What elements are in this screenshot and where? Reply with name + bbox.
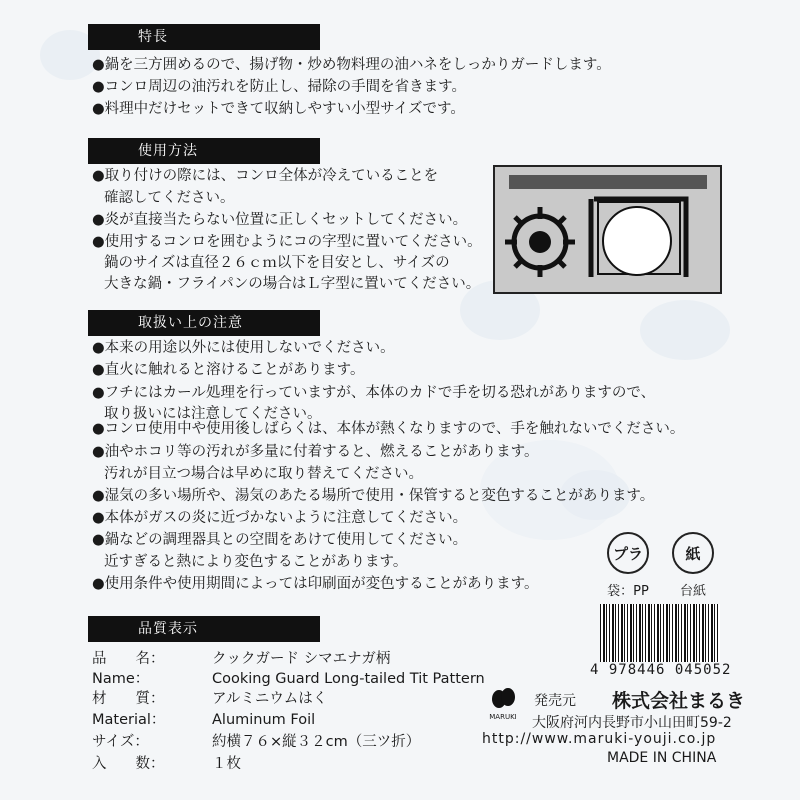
quality-header: 品質表示: [88, 616, 320, 642]
quality-row: [92, 711, 315, 729]
quality-value: Aluminum Foil: [212, 712, 316, 728]
quality-value: アルミニウムはく: [212, 691, 328, 707]
quality-key: サイズ：: [92, 734, 149, 750]
quality-value: Cooking Guard Long-tailed Tit Pattern: [212, 671, 485, 687]
company-url: http://www.maruki-youji.co.jp: [482, 731, 717, 747]
recycle-mark-paper: [668, 532, 718, 599]
company-name: 株式会社まるき: [612, 690, 746, 712]
cautions-line: ●鍋などの調理器具との空間をあけて使用してください。: [92, 532, 468, 548]
cautions-line: 近すぎると熱により変色することがあります。: [104, 554, 408, 570]
cautions-line: ●直火に触れると溶けることがあります。: [92, 362, 365, 378]
recycle-paper-icon: 紙: [672, 532, 714, 574]
recycle-mark-plastic: [603, 532, 653, 599]
usage-line: ●取り付けの際には、コンロ全体が冷えていることを: [92, 168, 439, 184]
usage-line: ●使用するコンロを囲むようにコの字型に置いてください。: [92, 234, 482, 250]
maruki-logo-text: MARUKI: [489, 713, 517, 721]
stove-guard-diagram: [493, 165, 722, 294]
quality-key: Material：: [92, 712, 166, 728]
quality-key: Name：: [92, 671, 150, 687]
cautions-line: ●本来の用途以外には使用しないでください。: [92, 340, 395, 356]
features-line: ●料理中だけセットできて収納しやすい小型サイズです。: [92, 101, 465, 117]
quality-value: クックガード シマエナガ柄: [212, 651, 391, 667]
maruki-logo: [486, 686, 520, 721]
usage-line: ●炎が直接当たらない位置に正しくセットしてください。: [92, 212, 468, 228]
stove-diagram-svg: [495, 167, 720, 292]
seller-label: 発売元: [534, 693, 576, 709]
features-line: ●鍋を三方囲めるので、揚げ物・炒め物料理の油ハネをしっかりガードします。: [92, 57, 611, 73]
features-line: ●コンロ周辺の油汚れを防止し、掃除の手間を省きます。: [92, 79, 466, 95]
background-bird-decoration: [640, 300, 730, 360]
barcode-number: 4 978446 045052: [590, 662, 732, 678]
quality-row: [92, 733, 420, 751]
cautions-line: ●使用条件や使用期間によっては印刷面が変色することがあります。: [92, 576, 539, 592]
cautions-header: 取扱い上の注意: [88, 310, 320, 336]
quality-key: 入 数：: [92, 756, 165, 772]
recycle-plastic-icon: プラ: [607, 532, 649, 574]
barcode: [600, 604, 720, 662]
usage-line: 確認してください。: [104, 190, 235, 206]
quality-row: [92, 650, 390, 668]
cautions-line: ●油やホコリ等の汚れが多量に付着すると、燃えることがあります。: [92, 444, 539, 460]
cautions-line: ●本体がガスの炎に近づかないように注意してください。: [92, 510, 468, 526]
cautions-line: 取り扱いには注意してください。: [104, 406, 322, 422]
quality-row: [92, 690, 327, 708]
cautions-line: 汚れが目立つ場合は早めに取り替えてください。: [104, 466, 423, 482]
quality-value: １枚: [212, 756, 241, 772]
usage-line: 大きな鍋・フライパンの場合はＬ字型に置いてください。: [104, 276, 481, 292]
cautions-line: ●湿気の多い場所や、湯気のあたる場所で使用・保管すると変色することがあります。: [92, 488, 655, 504]
quality-row: [92, 755, 241, 773]
cautions-line: ●コンロ使用中や使用後しばらくは、本体が熱くなりますので、手を触れないでください。: [92, 421, 685, 437]
quality-key: 材 質：: [92, 691, 165, 707]
features-header: 特長: [88, 24, 320, 50]
maruki-logo-icon: [490, 686, 516, 712]
usage-header: 使用方法: [88, 138, 320, 164]
quality-row: [92, 670, 485, 688]
country-of-origin: MADE IN CHINA: [607, 750, 717, 766]
usage-line: 鍋のサイズは直径２６ｃｍ以下を目安とし、サイズの: [104, 255, 450, 271]
cautions-line: ●フチにはカール処理を行っていますが、本体のカドで手を切る恐れがありますので、: [92, 385, 656, 401]
recycle-card-label: 台紙: [679, 584, 706, 599]
recycle-bag-label: 袋：PP: [607, 584, 649, 599]
quality-value: 約横７６×縦３２cm（三ツ折）: [212, 734, 421, 750]
company-address: 大阪府河内長野市小山田町59-2: [532, 715, 732, 731]
quality-key: 品 名：: [92, 651, 165, 667]
